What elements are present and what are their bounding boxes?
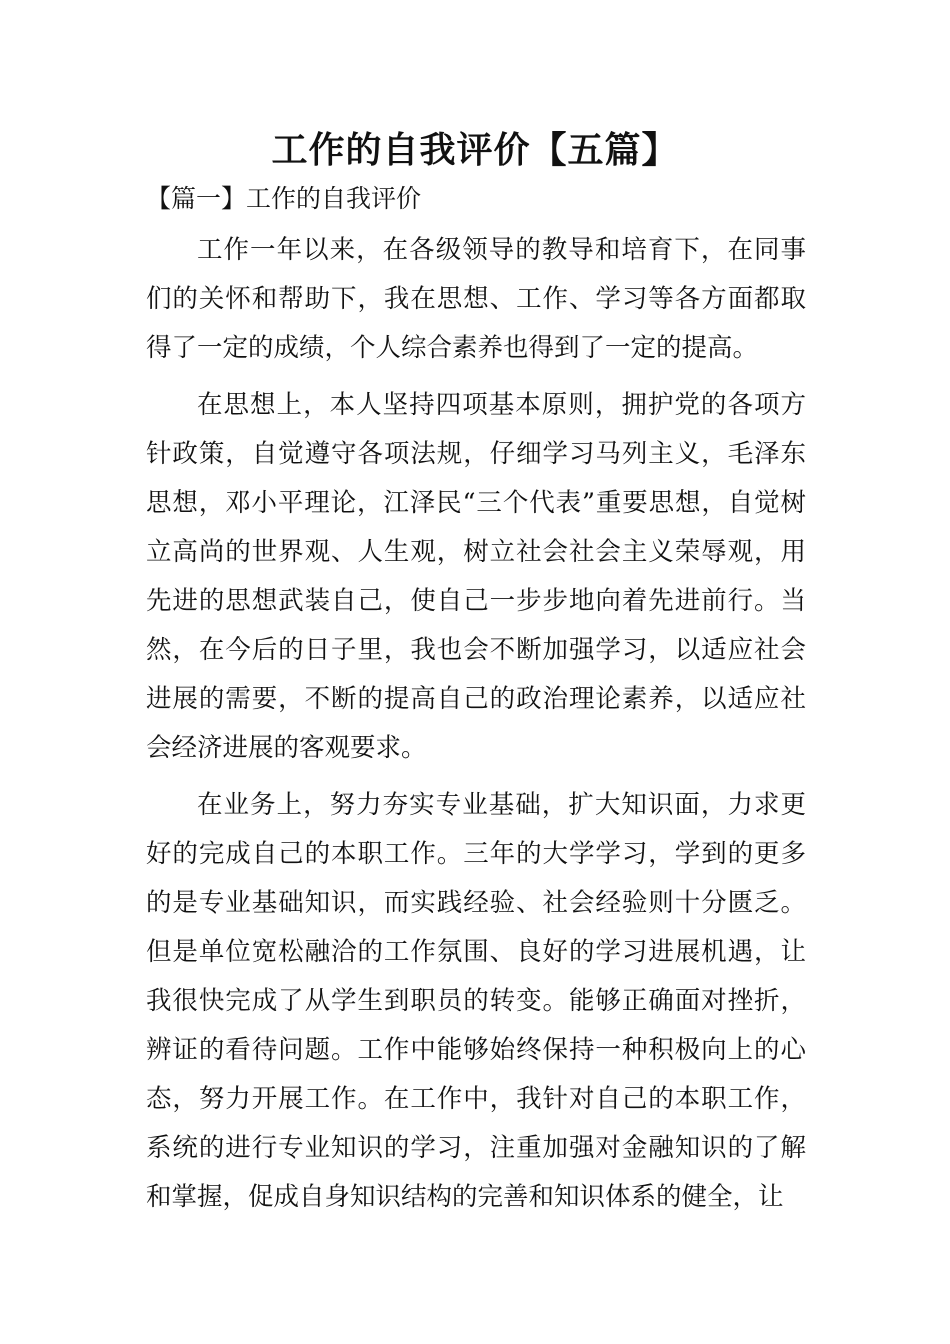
- section-heading: 【篇一】工作的自我评价: [146, 184, 422, 213]
- paragraph: 在思想上，本人坚持四项基本原则，拥护党的各项方针政策，自觉遵守各项法规，仔细学习马列主义，毛泽东思想，邓小平理论，江泽民“三个代表”重要思想，自觉树立高尚的世界观、人生观，树立社会社会主义荣辱观，用先进的思想武装自己，使自己一步步地向着先进前行。当然，在今后的日子里，我也会不断加强学习，以适应社会进展的需要，不断的提高自己的政治理论素养，以适应社会经济进展的客观要求。: [146, 390, 806, 763]
- document-title: 工作的自我评价【五篇】: [271, 129, 679, 171]
- document-body: [146, 226, 806, 1230]
- paragraph: 工作一年以来，在各级领导的教导和培育下，在同事们的关怀和帮助下，我在思想、工作、学习等各方面都取得了一定的成绩，个人综合素养也得到了一定的提高。: [146, 235, 806, 363]
- paragraph: 在业务上，努力夯实专业基础，扩大知识面，力求更好的完成自己的本职工作。三年的大学学习，学到的更多的是专业基础知识，而实践经验、社会经验则十分匮乏。但是单位宽松融洽的工作氛围、良好的学习进展机遇，让我很快完成了从学生到职员的转变。能够正确面对挫折，辨证的看待问题。工作中能够始终保持一种积极向上的心态，努力开展工作。在工作中，我针对自己的本职工作，系统的进行专业知识的学习，注重加强对金融知识的了解和掌握，促成自身知识结构的完善和知识体系的健全，让: [146, 790, 806, 1212]
